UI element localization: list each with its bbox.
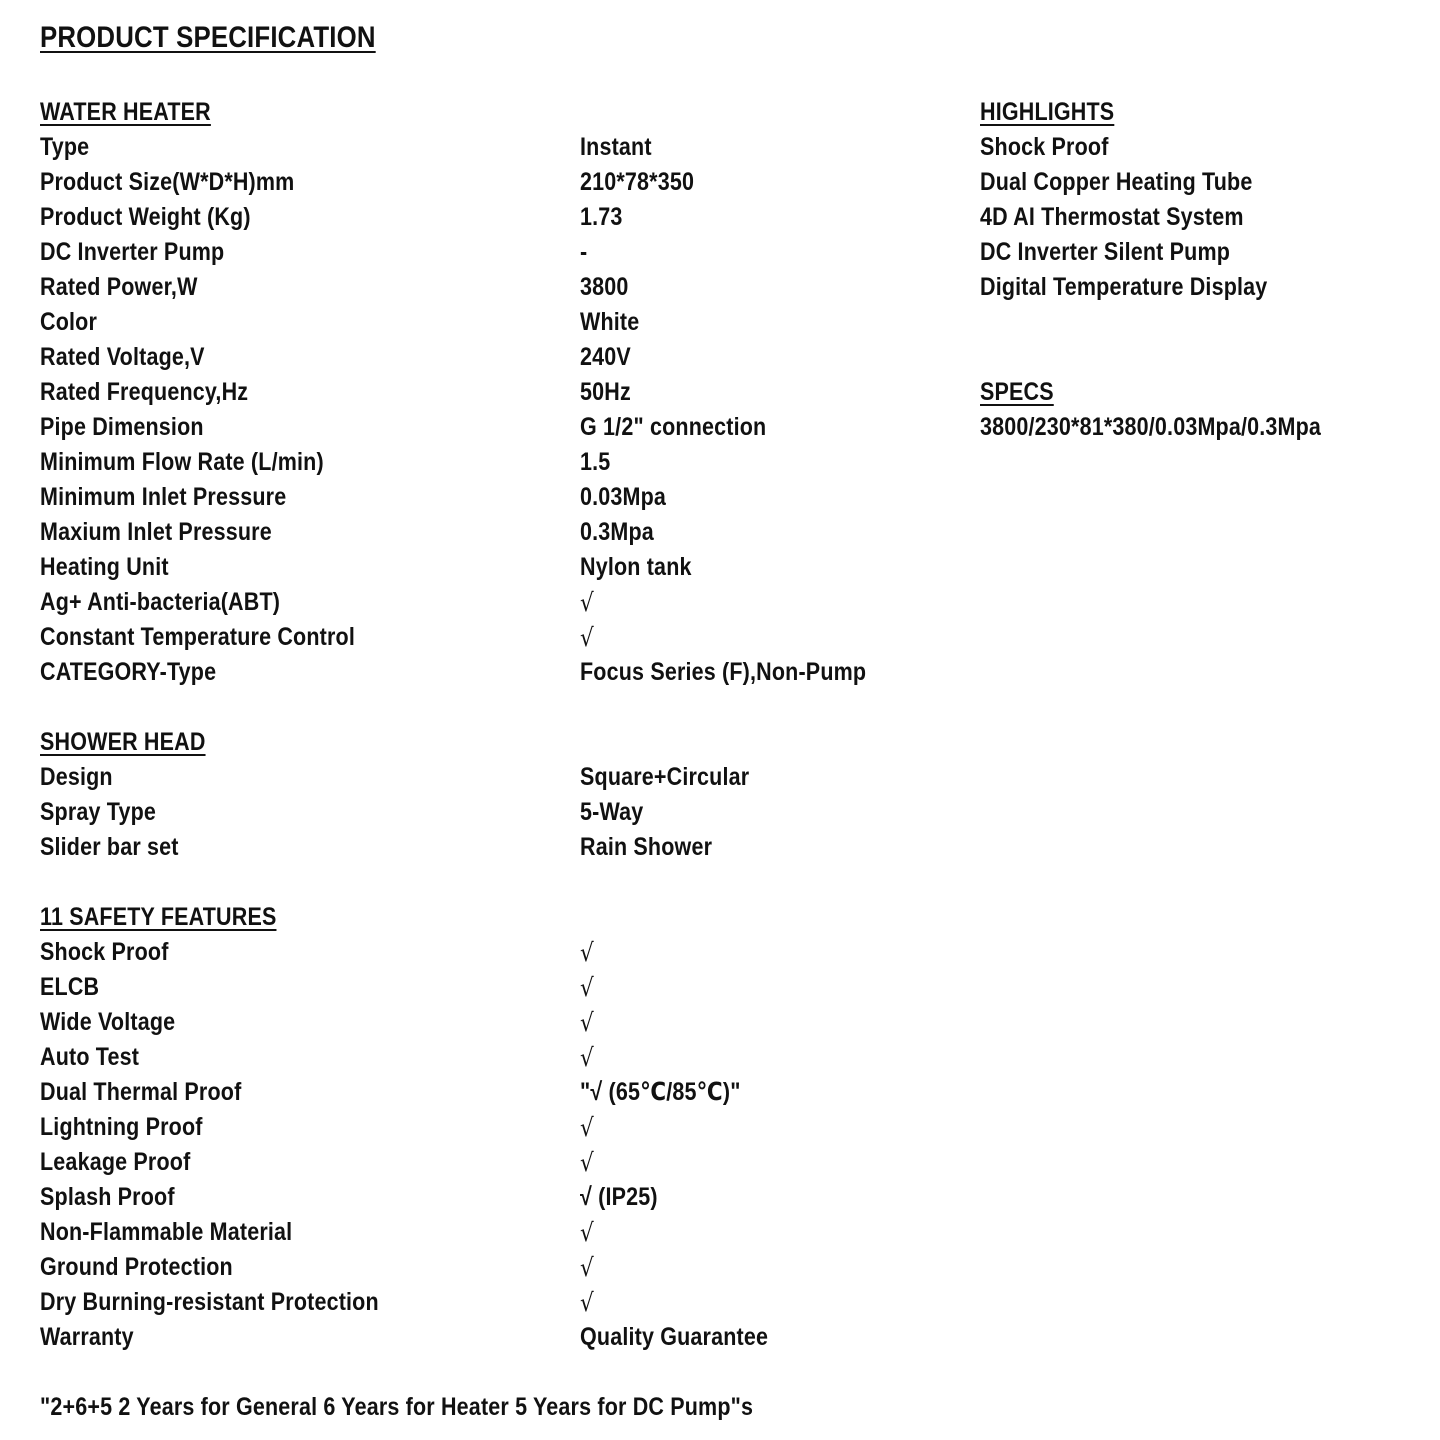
spec-label: Maxium Inlet Pressure xyxy=(40,518,272,546)
highlight-item: Digital Temperature Display xyxy=(980,273,1268,301)
spec-value: 3800 xyxy=(580,273,629,301)
spec-label: Color xyxy=(40,308,98,336)
spec-label: Wide Voltage xyxy=(40,1008,176,1036)
spec-value: Nylon tank xyxy=(580,553,692,581)
highlight-item: 4D AI Thermostat System xyxy=(980,203,1244,231)
highlight-item: Dual Copper Heating Tube xyxy=(980,168,1253,196)
spec-label: Auto Test xyxy=(40,1043,140,1071)
spec-label: Non-Flammable Material xyxy=(40,1218,293,1246)
spec-label: CATEGORY-Type xyxy=(40,658,217,686)
spec-label: Rated Frequency,Hz xyxy=(40,378,249,406)
spec-label: Design xyxy=(40,763,113,791)
spec-value: Instant xyxy=(580,133,652,161)
spec-value: "√ (65℃/85℃)" xyxy=(580,1078,741,1106)
checkmark-icon: √ xyxy=(580,623,594,652)
checkmark-icon: √ xyxy=(580,1288,594,1317)
checkmark-icon: √ xyxy=(580,1008,594,1037)
spec-label: Ag+ Anti-bacteria(ABT) xyxy=(40,588,281,616)
page-title: PRODUCT SPECIFICATION xyxy=(40,21,376,54)
spec-value: 1.73 xyxy=(580,203,623,231)
spec-label: DC Inverter Pump xyxy=(40,238,225,266)
spec-value: Square+Circular xyxy=(580,763,750,791)
spec-label: Rated Power,W xyxy=(40,273,198,301)
spec-label: Product Size(W*D*H)mm xyxy=(40,168,295,196)
spec-label: Pipe Dimension xyxy=(40,413,204,441)
spec-value: 240V xyxy=(580,343,631,371)
highlight-item: DC Inverter Silent Pump xyxy=(980,238,1231,266)
spec-value: White xyxy=(580,308,640,336)
spec-label: Heating Unit xyxy=(40,553,169,581)
checkmark-icon: √ xyxy=(580,588,594,617)
warranty-note: "2+6+5 2 Years for General 6 Years for Heater 5 Years for DC Pump"s xyxy=(40,1393,754,1421)
specs-value: 3800/230*81*380/0.03Mpa/0.3Mpa xyxy=(980,413,1322,441)
section-heading-specs: SPECS xyxy=(980,378,1054,406)
spec-value: 5-Way xyxy=(580,798,644,826)
spec-label: Leakage Proof xyxy=(40,1148,191,1176)
spec-value: √ (IP25) xyxy=(580,1183,658,1211)
spec-label: Warranty xyxy=(40,1323,134,1351)
spec-value: 0.03Mpa xyxy=(580,483,667,511)
checkmark-icon: √ xyxy=(580,938,594,967)
spec-value: Quality Guarantee xyxy=(580,1323,769,1351)
spec-label: Constant Temperature Control xyxy=(40,623,356,651)
spec-label: Slider bar set xyxy=(40,833,179,861)
spec-label: Type xyxy=(40,133,90,161)
spec-label: Product Weight (Kg) xyxy=(40,203,251,231)
checkmark-icon: √ xyxy=(580,1218,594,1247)
spec-value: G 1/2" connection xyxy=(580,413,767,441)
checkmark-icon: √ xyxy=(580,1043,594,1072)
spec-label: Spray Type xyxy=(40,798,157,826)
section-heading-safety-features: 11 SAFETY FEATURES xyxy=(40,903,277,931)
spec-label: Rated Voltage,V xyxy=(40,343,205,371)
spec-label: Dry Burning-resistant Protection xyxy=(40,1288,379,1316)
spec-label: ELCB xyxy=(40,973,100,1001)
highlight-item: Shock Proof xyxy=(980,133,1109,161)
spec-value: 0.3Mpa xyxy=(580,518,654,546)
checkmark-icon: √ xyxy=(580,1148,594,1177)
spec-value: Rain Shower xyxy=(580,833,713,861)
section-heading-water-heater: WATER HEATER xyxy=(40,98,211,126)
section-heading-shower-head: SHOWER HEAD xyxy=(40,728,206,756)
spec-value: 50Hz xyxy=(580,378,631,406)
section-heading-highlights: HIGHLIGHTS xyxy=(980,98,1115,126)
spec-label: Lightning Proof xyxy=(40,1113,203,1141)
checkmark-icon: √ xyxy=(580,973,594,1002)
spec-label: Minimum Flow Rate (L/min) xyxy=(40,448,324,476)
spec-value: - xyxy=(580,238,588,266)
spec-value: 210*78*350 xyxy=(580,168,695,196)
spec-label: Minimum Inlet Pressure xyxy=(40,483,287,511)
spec-label: Splash Proof xyxy=(40,1183,175,1211)
spec-label: Ground Protection xyxy=(40,1253,233,1281)
spec-label: Shock Proof xyxy=(40,938,169,966)
spec-label: Dual Thermal Proof xyxy=(40,1078,242,1106)
checkmark-icon: √ xyxy=(580,1253,594,1282)
spec-value: 1.5 xyxy=(580,448,611,476)
spec-value: Focus Series (F),Non-Pump xyxy=(580,658,867,686)
checkmark-icon: √ xyxy=(580,1113,594,1142)
